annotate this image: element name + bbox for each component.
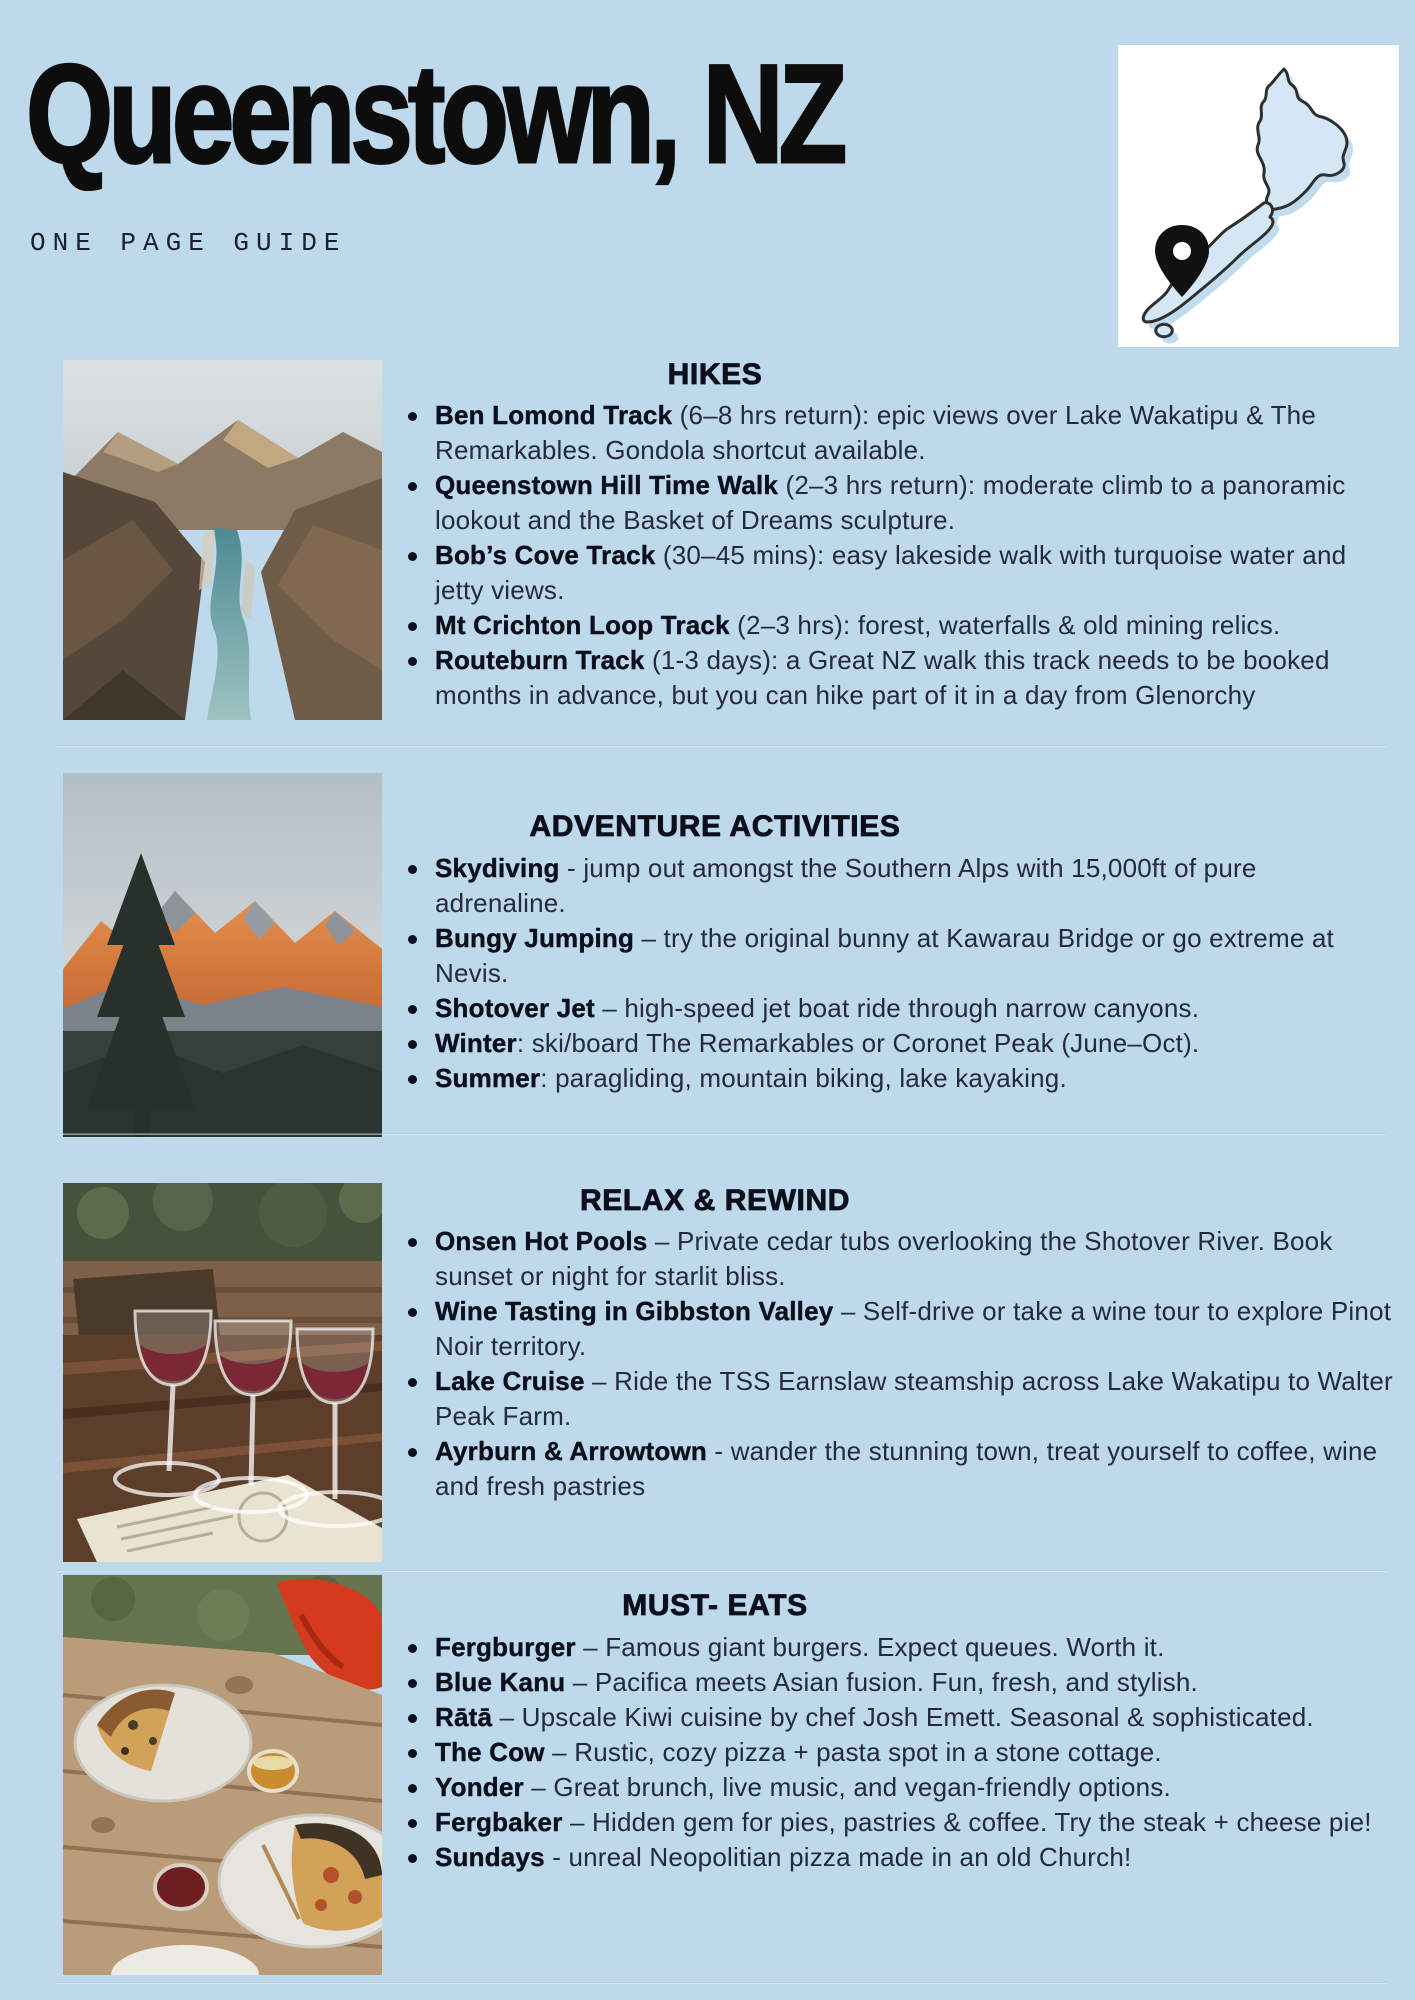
bullet-item-description: (2–3 hrs return): moderate climb to a panoramic lookout and the Basket of Dreams sculpture.: [435, 470, 1346, 535]
hikes-list: [405, 398, 1393, 713]
adventure-activities-list: [405, 851, 1393, 1096]
new-zealand-map: [1118, 45, 1399, 347]
guide-bullet-item: [435, 1630, 1393, 1665]
guide-bullet-item: [435, 1224, 1393, 1294]
section-title-must-eats: MUST- EATS: [622, 1589, 808, 1622]
bullet-item-description: - wander the stunning town, treat yourself to coffee, wine and fresh pastries: [435, 1436, 1378, 1501]
hikes-canyon-river-photo: [63, 360, 382, 720]
guide-bullet-item: [435, 1364, 1393, 1434]
guide-bullet-item: [435, 1735, 1393, 1770]
stewart-island-shape: [1156, 324, 1172, 336]
section-title-relax-rewind: RELAX & REWIND: [579, 1184, 851, 1217]
section-divider: [55, 745, 1387, 747]
guide-bullet-item: [435, 608, 1393, 643]
must-eats-pizza-picnic-photo: [63, 1575, 382, 1975]
bullet-item-name: Bungy Jumping: [435, 923, 635, 953]
relax-rewind-list: [405, 1224, 1393, 1504]
bullet-item-name: Routeburn Track: [435, 645, 645, 675]
bullet-item-description: – Great brunch, live music, and vegan-friendly options.: [523, 1772, 1171, 1802]
bullet-item-name: Winter: [435, 1028, 517, 1058]
page-subtitle: ONE PAGE GUIDE: [30, 228, 347, 258]
bullet-item-name: Yonder: [435, 1772, 524, 1802]
bullet-item-description: – Upscale Kiwi cuisine by chef Josh Emett. Seasonal & sophisticated.: [492, 1702, 1314, 1732]
section-divider: [55, 1133, 1387, 1135]
guide-bullet-item: [435, 1840, 1393, 1875]
bullet-item-name: Queenstown Hill Time Walk: [435, 470, 779, 500]
guide-bullet-item: [435, 1026, 1393, 1061]
bullet-item-description: (6–8 hrs return): epic views over Lake Wakatipu & The Remarkables. Gondola shortcut available.: [435, 400, 1316, 465]
section-divider: [55, 1982, 1387, 1984]
bullet-item-name: Ayrburn & Arrowtown: [435, 1436, 707, 1466]
guide-bullet-item: [435, 851, 1393, 921]
north-island-shape: [1257, 69, 1347, 209]
section-divider: [55, 1570, 1387, 1572]
bullet-item-description: - unreal Neopolitian pizza made in an old Church!: [544, 1842, 1132, 1872]
guide-bullet-item: [435, 991, 1393, 1026]
guide-bullet-item: [435, 1061, 1393, 1096]
bullet-item-description: (2–3 hrs): forest, waterfalls & old mining relics.: [729, 610, 1281, 640]
bullet-item-name: Skydiving: [435, 853, 560, 883]
guide-bullet-item: [435, 398, 1393, 468]
bullet-item-name: Fergbaker: [435, 1807, 563, 1837]
bullet-item-name: Shotover Jet: [435, 993, 595, 1023]
bullet-item-description: – Pacifica meets Asian fusion. Fun, fresh, and stylish.: [565, 1667, 1198, 1697]
guide-bullet-item: [435, 1770, 1393, 1805]
guide-bullet-item: [435, 921, 1393, 991]
guide-bullet-item: [435, 1665, 1393, 1700]
bullet-item-name: Lake Cruise: [435, 1366, 585, 1396]
bullet-item-name: Summer: [435, 1063, 541, 1093]
bullet-item-name: Fergburger: [435, 1632, 576, 1662]
guide-bullet-item: [435, 1434, 1393, 1504]
bullet-item-description: – Hidden gem for pies, pastries & coffee. Try the steak + cheese pie!: [562, 1807, 1372, 1837]
bullet-item-description: : paragliding, mountain biking, lake kayaking.: [540, 1063, 1067, 1093]
bullet-item-description: – Famous giant burgers. Expect queues. Worth it.: [575, 1632, 1165, 1662]
bullet-item-description: – Rustic, cozy pizza + pasta spot in a stone cottage.: [544, 1737, 1162, 1767]
bullet-item-description: – try the original bunny at Kawarau Bridge or go extreme at Nevis.: [435, 923, 1334, 988]
guide-bullet-item: [435, 643, 1393, 713]
bullet-item-description: – Private cedar tubs overlooking the Shotover River. Book sunset or night for starlit bliss.: [435, 1226, 1333, 1291]
bullet-item-description: : ski/board The Remarkables or Coronet Peak (June–Oct).: [516, 1028, 1200, 1058]
bullet-item-description: (1-3 days): a Great NZ walk this track needs to be booked months in advance, but you can hike part of it in a day from Glenorchy: [435, 645, 1330, 710]
guide-bullet-item: [435, 1294, 1393, 1364]
bullet-item-description: - jump out amongst the Southern Alps with 15,000ft of pure adrenaline.: [435, 853, 1257, 918]
bullet-item-name: The Cow: [435, 1737, 545, 1767]
bullet-item-name: Wine Tasting in Gibbston Valley: [435, 1296, 834, 1326]
bullet-item-name: Mt Crichton Loop Track: [435, 610, 730, 640]
must-eats-list: [405, 1630, 1393, 1875]
section-title-hikes: HIKES: [667, 358, 763, 391]
section-title-adventure-activities: ADVENTURE ACTIVITIES: [529, 810, 901, 843]
guide-bullet-item: [435, 1700, 1393, 1735]
bullet-item-description: (30–45 mins): easy lakeside walk with turquoise water and jetty views.: [435, 540, 1347, 605]
guide-bullet-item: [435, 538, 1393, 608]
new-zealand-map-illustration: [1118, 45, 1399, 347]
bullet-item-description: – Self-drive or take a wine tour to explore Pinot Noir territory.: [435, 1296, 1392, 1361]
bullet-item-name: Blue Kanu: [435, 1667, 566, 1697]
relax-wine-tasting-photo: [63, 1183, 382, 1562]
bullet-item-description: – Ride the TSS Earnslaw steamship across Lake Wakatipu to Walter Peak Farm.: [435, 1366, 1393, 1431]
guide-bullet-item: [435, 468, 1393, 538]
bullet-item-description: – high-speed jet boat ride through narrow canyons.: [594, 993, 1200, 1023]
bullet-item-name: Rātā: [435, 1702, 493, 1732]
page-title: Queenstown, NZ: [26, 35, 843, 192]
bullet-item-name: Ben Lomond Track: [435, 400, 673, 430]
bullet-item-name: Onsen Hot Pools: [435, 1226, 648, 1256]
bullet-item-name: Bob’s Cove Track: [435, 540, 656, 570]
guide-bullet-item: [435, 1805, 1393, 1840]
bullet-item-name: Sundays: [435, 1842, 545, 1872]
